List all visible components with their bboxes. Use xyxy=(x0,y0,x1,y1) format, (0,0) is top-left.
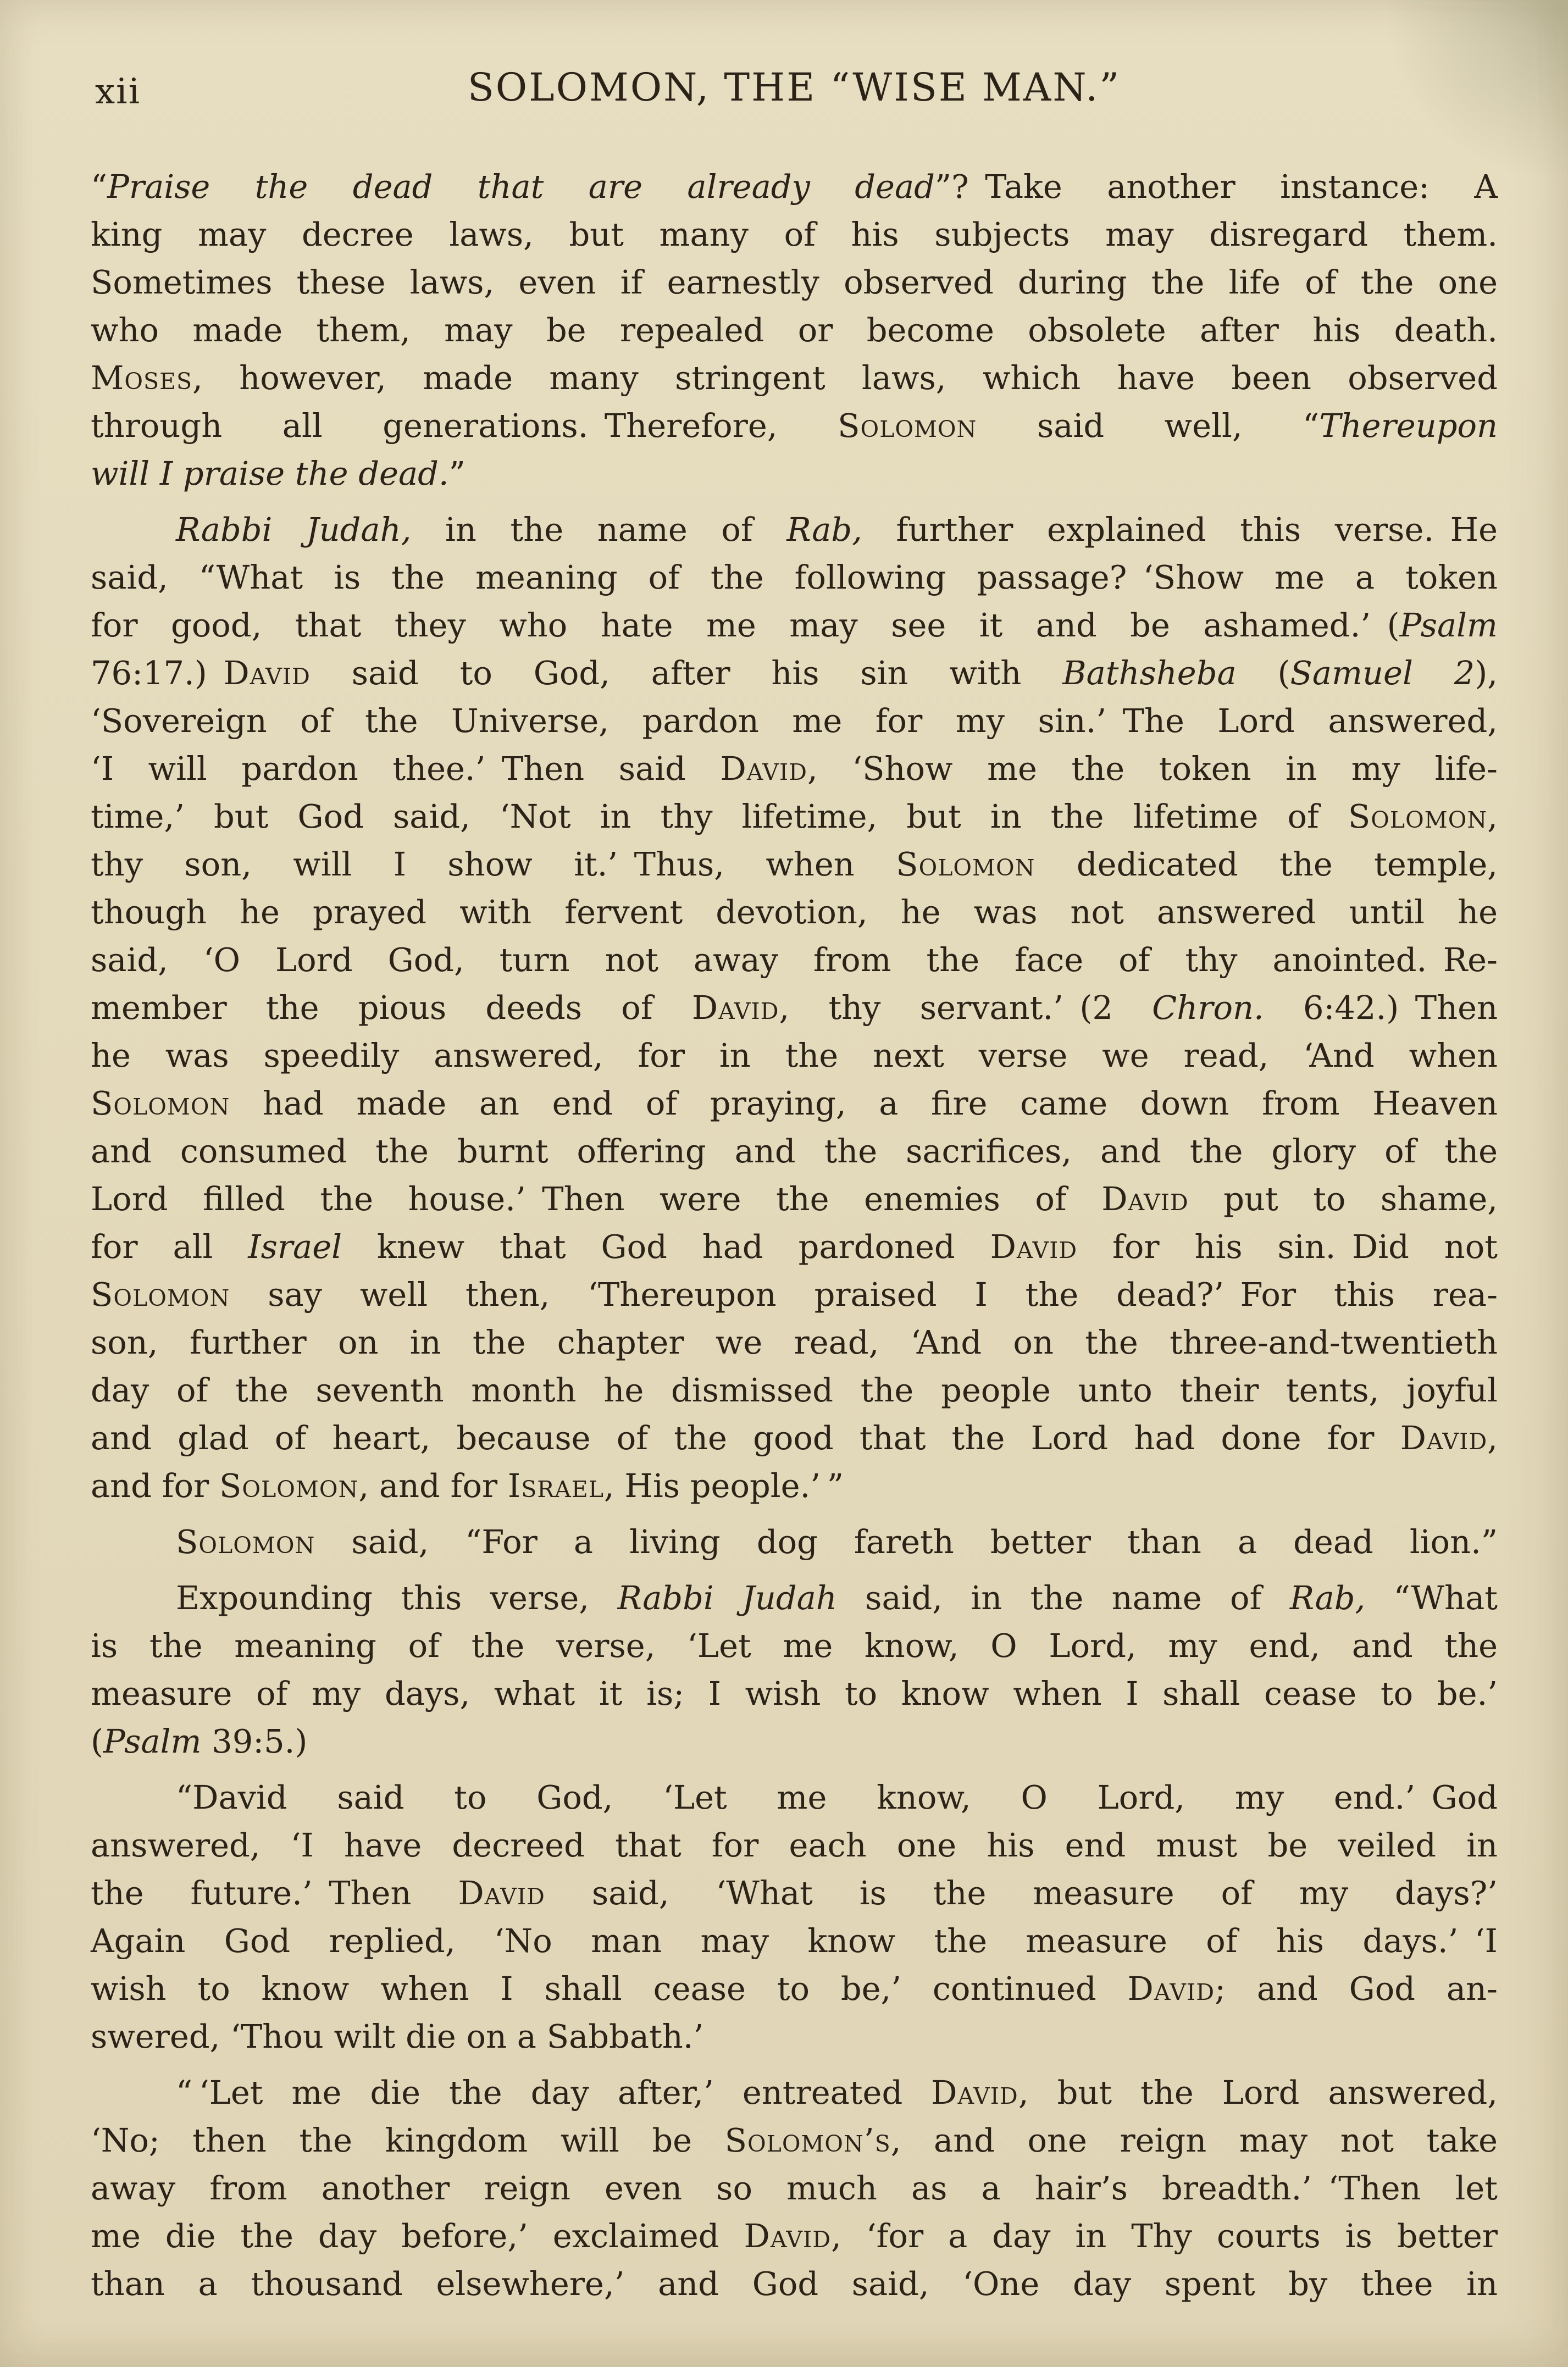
text-line: son, further on in the chapter we read, ‘And on the three-and-twentieth xyxy=(91,1323,1498,1361)
text-line: said, “What is the meaning of the following passage? ‘Show me a token xyxy=(91,558,1498,596)
text-line: (Psalm 39:5.) xyxy=(91,1722,308,1760)
small-caps-name: Solomon xyxy=(91,1276,230,1313)
paragraph xyxy=(91,163,1498,497)
text-line: will I praise the dead.” xyxy=(91,454,466,492)
text-line: swered, ‘Thou wilt die on a Sabbath.’ xyxy=(91,2017,704,2055)
text-line: and consumed the burnt offering and the sacrifices, and the glory of the xyxy=(91,1132,1498,1170)
text-line: than a thousand elsewhere,’ and God said, ‘One day spent by thee in xyxy=(91,2265,1498,2303)
text-line: ‘No; then the kingdom will be Solomon’s, and one reign may not take xyxy=(91,2121,1498,2159)
italic-text: Bathsheba xyxy=(1062,654,1237,692)
small-caps-name: David xyxy=(931,2074,1018,2111)
text-line: and for Solomon, and for Israel, His people.’ ” xyxy=(91,1467,844,1505)
text-line: Lord filled the house.’ Then were the enemies of David put to shame, xyxy=(91,1180,1498,1218)
text-line: Solomon say well then, ‘Thereupon praised I the dead?’ For this rea- xyxy=(91,1276,1498,1313)
small-caps-name: Solomon xyxy=(91,1084,230,1122)
text-line: away from another reign even so much as a hair’s breadth.’ ‘Then let xyxy=(91,2169,1498,2207)
paragraph xyxy=(91,1518,1498,1566)
text-line: Rabbi Judah, in the name of Rab, further explained this verse. He xyxy=(176,511,1498,548)
small-caps-name: Solomon xyxy=(176,1523,315,1561)
small-caps-name: Solomon xyxy=(219,1467,359,1505)
small-caps-name: David xyxy=(1400,1419,1488,1457)
running-title: SOLOMON, THE “WISE MAN.” xyxy=(467,65,1121,110)
text-line: ‘Sovereign of the Universe, pardon me for my sin.’ The Lord answered, xyxy=(91,702,1498,740)
small-caps-name: David xyxy=(1127,1970,1215,2008)
italic-text: Israel xyxy=(248,1228,342,1266)
small-caps-name: Solomon’s xyxy=(724,2121,891,2159)
text-line: Again God replied, ‘No man may know the measure of his days.’ ‘I xyxy=(91,1922,1498,1960)
text-line: me die the day before,’ exclaimed David, ‘for a day in Thy courts is better xyxy=(91,2217,1498,2255)
paragraph xyxy=(91,2069,1498,2308)
text-line: thy son, will I show it.’ Thus, when Solomon dedicated the temple, xyxy=(91,845,1498,883)
small-caps-name: David xyxy=(1101,1180,1189,1218)
text-line: Moses, however, made many stringent laws, which have been observed xyxy=(91,359,1498,397)
text-line: who made them, may be repealed or become obsolete after his death. xyxy=(91,311,1498,349)
italic-text: will I praise the dead. xyxy=(91,454,449,492)
text-line: Solomon said, “For a living dog fareth better than a dead lion.” xyxy=(176,1523,1498,1561)
small-caps-name: David xyxy=(691,989,779,1027)
italic-text: Psalm xyxy=(1399,606,1498,644)
text-line: the future.’ Then David said, ‘What is the measure of my days?’ xyxy=(91,1874,1498,1912)
text-block xyxy=(91,163,1498,2308)
text-line: ‘I will pardon thee.’ Then said David, ‘Show me the token in my life- xyxy=(91,750,1498,788)
text-line: Solomon had made an end of praying, a fire came down from Heaven xyxy=(91,1084,1498,1122)
small-caps-name: Solomon xyxy=(838,407,977,445)
text-line: Sometimes these laws, even if earnestly observed during the life of the one xyxy=(91,263,1498,301)
italic-text: Praise the dead that are already dead xyxy=(107,168,935,206)
small-caps-name: David xyxy=(744,2217,832,2255)
italic-text: Chron. xyxy=(1152,989,1264,1027)
text-line: king may decree laws, but many of his subjects may disregard them. xyxy=(91,215,1498,253)
text-line: day of the seventh month he dismissed the people unto their tents, joyful xyxy=(91,1371,1498,1409)
small-caps-name: David xyxy=(990,1228,1078,1266)
small-caps-name: Solomon xyxy=(896,845,1035,883)
small-caps-name: Solomon xyxy=(1348,797,1488,835)
italic-text: Rabbi Judah xyxy=(617,1579,837,1617)
text-line: “David said to God, ‘Let me know, O Lord, my end.’ God xyxy=(176,1778,1498,1816)
text-line: “ ‘Let me die the day after,’ entreated David, but the Lord answered, xyxy=(176,2074,1498,2111)
small-caps-name: David xyxy=(720,750,807,788)
italic-text: Thereupon xyxy=(1319,407,1498,445)
text-line: measure of my days, what it is; I wish to know when I shall cease to be.’ xyxy=(91,1675,1498,1712)
italic-text: Psalm xyxy=(103,1722,202,1760)
text-line: he was speedily answered, for in the next verse we read, ‘And when xyxy=(91,1036,1498,1074)
text-line: for all Israel knew that God had pardoned David for his sin. Did not xyxy=(91,1228,1498,1266)
small-caps-name: David xyxy=(223,654,311,692)
text-line: is the meaning of the verse, ‘Let me know, O Lord, my end, and the xyxy=(91,1627,1498,1665)
text-line: answered, ‘I have decreed that for each one his end must be veiled in xyxy=(91,1826,1498,1864)
page-header xyxy=(91,65,1498,120)
italic-text: Rabbi Judah, xyxy=(176,511,412,548)
small-caps-name: Moses xyxy=(91,359,193,397)
small-caps-name: David xyxy=(458,1874,545,1912)
text-line: through all generations. Therefore, Solomon said well, “Thereupon xyxy=(91,407,1498,445)
text-line: and glad of heart, because of the good that the Lord had done for David, xyxy=(91,1419,1498,1457)
text-line: said, ‘O Lord God, turn not away from the face of thy anointed. Re- xyxy=(91,941,1498,979)
italic-text: Rab, xyxy=(786,511,862,548)
paragraph xyxy=(91,1773,1498,2060)
text-line: 76:17.) David said to God, after his sin with Bathsheba (Samuel 2), xyxy=(91,654,1498,692)
page-number: xii xyxy=(95,71,141,112)
italic-text: Rab, xyxy=(1289,1579,1366,1617)
italic-text: Samuel 2 xyxy=(1290,654,1475,692)
paragraph xyxy=(91,506,1498,1510)
text-line: wish to know when I shall cease to be,’ continued David; and God an- xyxy=(91,1970,1498,2008)
text-line: though he prayed with fervent devotion, he was not answered until he xyxy=(91,893,1498,931)
text-line: time,’ but God said, ‘Not in thy lifetime, but in the lifetime of Solomon, xyxy=(91,797,1498,835)
text-line: member the pious deeds of David, thy servant.’ (2 Chron. 6:42.) Then xyxy=(91,989,1498,1027)
text-line: for good, that they who hate me may see it and be ashamed.’ (Psalm xyxy=(91,606,1498,644)
paragraph xyxy=(91,1574,1498,1765)
small-caps-name: Israel xyxy=(507,1467,604,1505)
text-line: Expounding this verse, Rabbi Judah said, in the name of Rab, “What xyxy=(176,1579,1498,1617)
text-line: “Praise the dead that are already dead”? Take another instance: A xyxy=(91,168,1498,206)
